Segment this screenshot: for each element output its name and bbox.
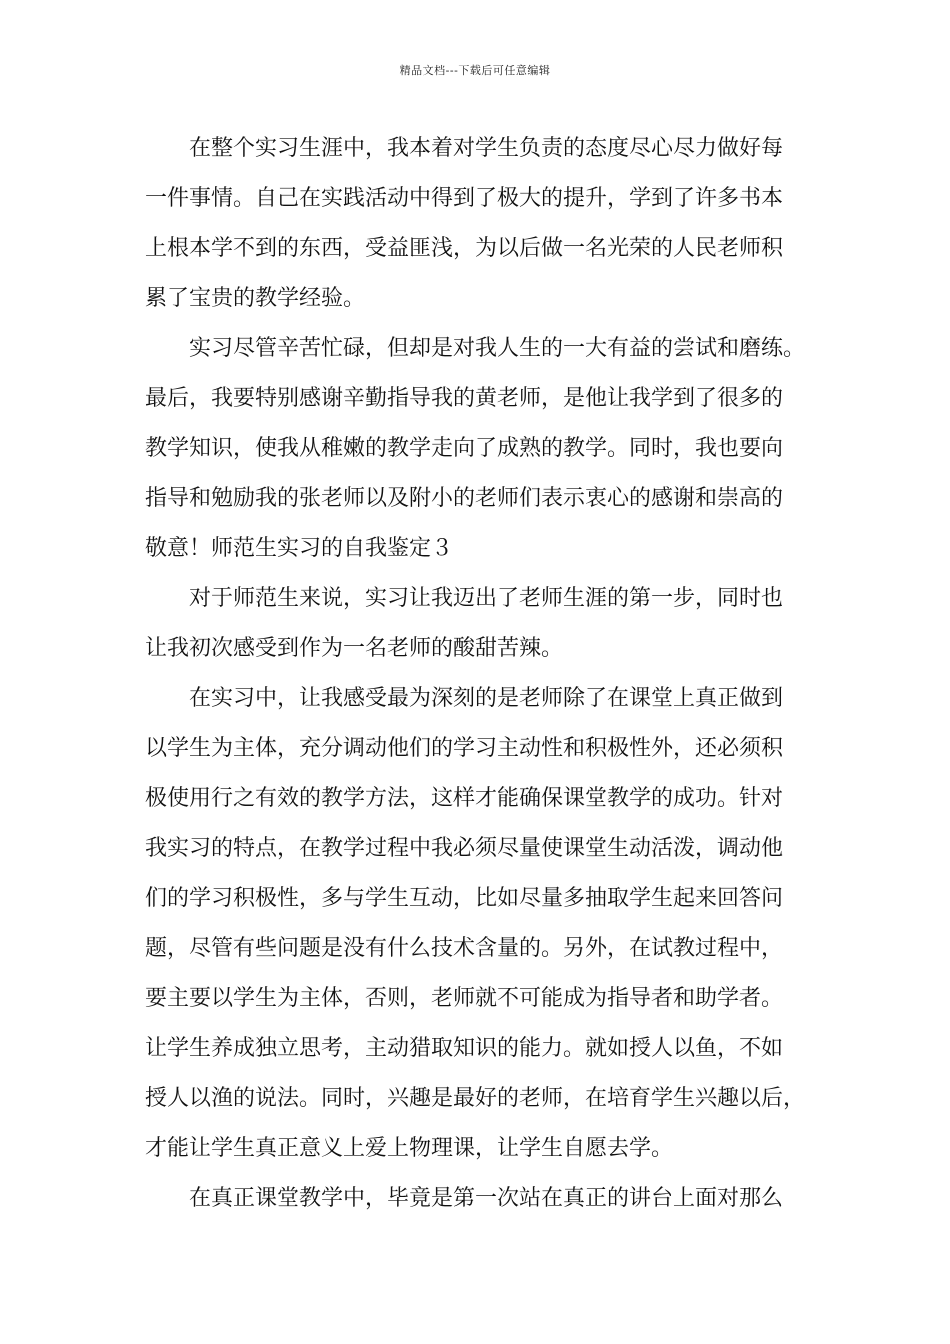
text-line: 实习尽管辛苦忙碌，但却是对我人生的一大有益的尝试和磨练。 <box>189 336 806 361</box>
text-line: 极使用行之有效的教学方法，这样才能确保课堂教学的成功。针对 <box>145 786 784 811</box>
text-line: 教学知识，使我从稚嫩的教学走向了成熟的教学。同时，我也要向 <box>145 436 784 461</box>
paragraph-5 <box>145 1174 817 1224</box>
text-line: 我实习的特点，在教学过程中我必须尽量使课堂生动活泼，调动他 <box>145 836 784 861</box>
text-line: 题，尽管有些问题是没有什么技术含量的。另外，在试教过程中， <box>145 936 784 961</box>
text-line: 上根本学不到的东西，受益匪浅，为以后做一名光荣的人民老师积 <box>145 236 784 261</box>
text-line: 让我初次感受到作为一名老师的酸甜苦辣。 <box>145 636 564 661</box>
text-line: 在真正课堂教学中，毕竟是第一次站在真正的讲台上面对那么 <box>189 1186 784 1211</box>
text-line: 一件事情。自己在实践活动中得到了极大的提升，学到了许多书本 <box>145 186 784 211</box>
page-header: 精品文档---下载后可任意编辑 <box>399 64 551 77</box>
text-line: 让学生养成独立思考，主动猎取知识的能力。就如授人以鱼，不如 <box>145 1036 784 1061</box>
text-line: 指导和勉励我的张老师以及附小的老师们表示衷心的感谢和崇高的 <box>145 486 784 511</box>
text-line: 们的学习积极性，多与学生互动，比如尽量多抽取学生起来回答问 <box>145 886 784 911</box>
text-line: 敬意！师范生实习的自我鉴定３ <box>145 536 454 561</box>
text-line: 以学生为主体，充分调动他们的学习主动性和积极性外，还必须积 <box>145 736 784 761</box>
document-body <box>145 124 817 1224</box>
paragraph-4 <box>145 674 817 1174</box>
text-line: 在实习中，让我感受最为深刻的是老师除了在课堂上真正做到 <box>189 686 784 711</box>
text-line: 授人以渔的说法。同时，兴趣是最好的老师，在培育学生兴趣以后， <box>145 1086 806 1111</box>
paragraph-1 <box>145 124 817 324</box>
text-line: 才能让学生真正意义上爱上物理课，让学生自愿去学。 <box>145 1136 674 1161</box>
text-line: 累了宝贵的教学经验。 <box>145 286 366 311</box>
text-line: 最后，我要特别感谢辛勤指导我的黄老师，是他让我学到了很多的 <box>145 386 784 411</box>
text-line: 对于师范生来说，实习让我迈出了老师生涯的第一步，同时也 <box>189 586 784 611</box>
text-line: 要主要以学生为主体，否则，老师就不可能成为指导者和助学者。 <box>145 986 784 1011</box>
paragraph-3 <box>145 574 817 674</box>
text-line: 在整个实习生涯中，我本着对学生负责的态度尽心尽力做好每 <box>189 136 784 161</box>
paragraph-2 <box>145 324 817 574</box>
